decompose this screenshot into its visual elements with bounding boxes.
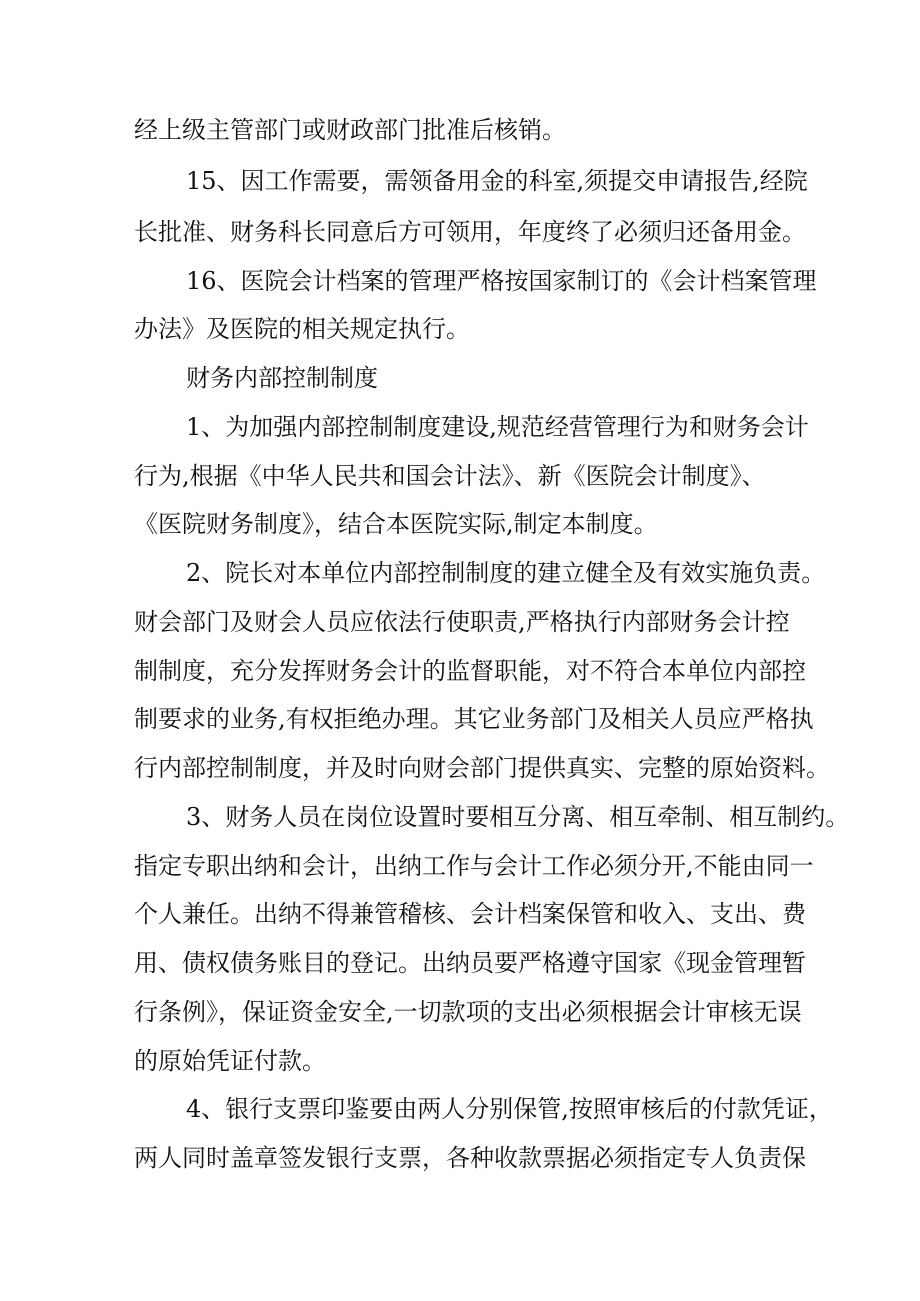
text-line: 16、医院会计档案的管理严格按国家制订的《会计档案管理 (186, 267, 817, 295)
text-line: 的原始凭证付款。 (134, 1047, 326, 1075)
text-line: 2、院长对本单位内部控制制度的建立健全及有效实施负责。 (186, 559, 826, 587)
text-line: 15、因工作需要，需领备用金的科室,须提交申请报告,经院 (186, 167, 808, 195)
text-line: 4、银行支票印鉴要由两人分别保管,按照审核后的付款凭证， (186, 1095, 833, 1123)
text-line: 长批准、财务科长同意后方可领用，年度终了必须归还备用金。 (134, 218, 806, 246)
text-line: 财会部门及财会人员应依法行使职责,严格执行内部财务会计控 (134, 608, 790, 636)
text-line: 制制度，充分发挥财务会计的监督职能，对不符合本单位内部控 (134, 657, 806, 685)
text-line: 指定专职出纳和会计，出纳工作与会计工作必须分开,不能由同一 (134, 852, 814, 880)
text-line: 经上级主管部门或财政部门批准后核销。 (134, 116, 566, 144)
text-line: 两人同时盖章签发银行支票，各种收款票据必须指定专人负责保 (134, 1144, 806, 1172)
text-line: 办法》及医院的相关规定执行。 (134, 315, 470, 343)
text-line: 用、债权债务账目的登记。出纳员要严格遵守国家《现金管理暂 (134, 949, 806, 977)
text-line: 3、财务人员在岗位设置时要相互分离、相互牵制、相互制约。 (186, 803, 850, 831)
text-line: 制要求的业务,有权拒绝办理。其它业务部门及相关人员应严格执 (134, 705, 814, 733)
section-heading: 财务内部控制制度 (186, 364, 378, 392)
text-line: 《医院财务制度》，结合本医院实际,制定本制度。 (134, 510, 658, 538)
text-line: 1、为加强内部控制制度建设,规范经营管理行为和财务会计 (186, 413, 809, 441)
text-line: 行为,根据《中华人民共和国会计法》、新《医院会计制度》、 (134, 462, 766, 490)
text-line: 行内部控制制度，并及时向财会部门提供真实、完整的原始资料。 (134, 754, 830, 782)
text-line: 个人兼任。出纳不得兼管稽核、会计档案保管和收入、支出、费 (134, 900, 806, 928)
text-line: 行条例》，保证资金安全,一切款项的支出必须根据会计审核无误 (134, 998, 802, 1026)
